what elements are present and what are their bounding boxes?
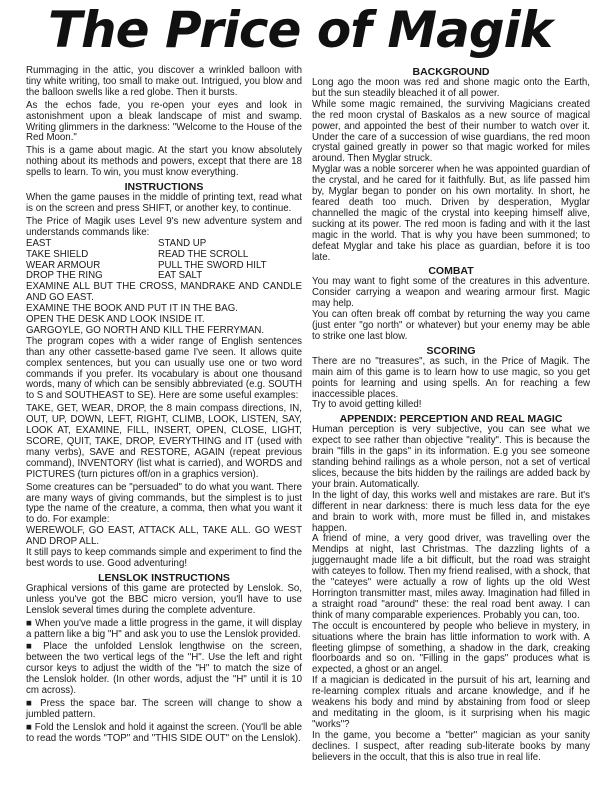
appendix-paragraph: In the light of day, this works well and mistakes are rare. But it's different in near darkness: there is much less data for the eye and brain to work with, more must be filled in, and mistakes happen.: [312, 489, 590, 534]
lenslok-bullet: ■ Fold the Lenslok and hold it against the screen. (You'll be able to read the words "TOP" and "THIS SIDE OUT" on the Lenslok).: [26, 723, 302, 745]
appendix-paragraph: Human perception is very subjective, you can see what we expect to see rather than objective "reality". This is because the brain "fills in the gaps" in its information. E.g you see someone standing behind railings as a whole person, not a set of vertical slices, because the bits hidden by the railings are added back by your brain. Automatically.: [312, 424, 590, 490]
sentence-example: EXAMINE THE BOOK AND PUT IT IN THE BAG.: [26, 303, 238, 315]
combat-paragraph: You can often break off combat by returning the way you came (just enter "go north" or whatever) but your enemy may be able to strike one last blow.: [312, 309, 590, 342]
instructions-paragraph: TAKE, GET, WEAR, DROP, the 8 main compass directions, IN, OUT, UP, DOWN, LEFT, RIGHT, CLIMB, LOOK, LISTEN, SAY, LOOK AT, EXAMINE, FILL, INSERT, OPEN, CLOSE, LIGHT, SCORE, QUIT, TAKE, DROP, EVERYTHING and IT (used with many verbs), SAVE and RESTORE, AGAIN (repeat previous command), INVENTORY (list what is carried), and WORDS and PICTURES (turn pictures off/on in a graphics version).: [26, 403, 302, 480]
left-column: [26, 66, 302, 747]
appendix-paragraph: If a magician is dedicated in the pursuit of his art, learning and re-learning complex rituals and arcane knowledge, and if he weakens his body and mind by abstaining from food or sleep and meditating in the gloom, is it surprising when his magic "works"?: [312, 675, 590, 730]
right-column: [312, 66, 590, 763]
command-example: DROP THE RING: [26, 270, 103, 282]
instructions-paragraph: The Price of Magik uses Level 9's new adventure system and understands commands like:: [26, 215, 302, 238]
instructions-paragraph: When the game pauses in the middle of printing text, read what is on the screen and press SHIFT, or another key, to continue.: [26, 192, 302, 214]
scoring-heading: SCORING: [426, 344, 476, 357]
command-example: WEAR ARMOUR: [26, 259, 101, 271]
sentence-example: OPEN THE DESK AND LOOK INSIDE IT.: [26, 314, 205, 326]
command-example: EAST: [26, 237, 52, 249]
command-examples-table: [26, 239, 302, 283]
background-paragraph: Myglar was a noble sorcerer when he was appointed guardian of the crystal, and he cared for it faithfully. But, as life passed him by, Myglar began to ponder on his own mortality. In short, he feared death too much. Driven by desperation, Myglar channelled the magic of the crystal into keeping himself alive, sucking at its power. The red moon is fading and with it the last magic in the world. That is why you have been summoned; to defeat Myglar and take his place as guardian, before it is too late.: [312, 164, 590, 263]
lenslok-heading: LENSLOK INSTRUCTIONS: [98, 571, 230, 584]
scoring-paragraph: There are no "treasures", as such, in the Price of Magik. The main aim of this game is to learn how to use magic, so you get points for learning and using spells. An for reaching a few inaccessible places.: [312, 355, 590, 400]
scoring-paragraph: Try to avoid getting killed!: [312, 399, 422, 411]
combat-heading: COMBAT: [428, 265, 474, 278]
background-heading: BACKGROUND: [412, 66, 490, 78]
command-example: EAT SALT: [158, 270, 203, 282]
appendix-heading: APPENDIX: PERCEPTION AND REAL MAGIC: [339, 413, 563, 426]
intro-paragraph: Rummaging in the attic, you discover a wrinkled balloon with tiny white writing, too small to make out. Intrigued, you blow and the balloon swells like a red globe. Then it bursts.: [26, 65, 302, 98]
lenslok-bullet: ■ Place the unfolded Lenslok lengthwise on the screen, between the two vertical legs of the "H". Use the left and right cursor keys to adjust the width of the "H" to match the size of the Lenslok holder. (In other words, adjust the "H" until it is 10 cm across).: [26, 642, 302, 697]
command-example: PULL THE SWORD HILT: [158, 259, 267, 271]
intro-paragraph: This is a game about magic. At the start you know absolutely nothing about its methods and powers, except that there are 18 spells to learn. To win, you must know everything.: [26, 145, 302, 179]
lenslok-bullet: ■ Press the space bar. The screen will change to show a jumbled pattern.: [26, 699, 302, 721]
instructions-heading: INSTRUCTIONS: [124, 181, 204, 194]
appendix-paragraph: A friend of mine, a very good driver, was travelling over the Mendips at night, last Christmas. The dazzling lights of a juggernaught made life a bit difficult, but the road was straight with cateyes to follow. Then my friend realised, with a shock, that the "cateyes" were actually a row of lights up the old West Horrington transmitter mast, miles away. Imagination had filled in a straight road "around" these: the real road bent away. I can think of many comparable experiences. Probably you can, too.: [312, 533, 590, 621]
appendix-paragraph: The occult is encountered by people who believe in mystery, in situations where the brain has little information to work with. A fleeting glimpse of something, a shadow in the dark, creaking floorboards and so on. "Filling in the gaps" produces what is expected, a ghost or an angel.: [312, 620, 590, 676]
intro-paragraph: As the echos fade, you re-open your eyes and look in astonishment upon a bleak landscape of mist and swamp. Writing glimmers in the darkness: "Welcome to the House of the Red Moon.": [26, 99, 302, 144]
instructions-paragraph: WEREWOLF, GO EAST, ATTACK ALL, TAKE ALL. GO WEST AND DROP ALL.: [26, 525, 302, 548]
command-example: TAKE SHIELD: [26, 248, 89, 260]
instructions-paragraph: Some creatures can be "persuaded" to do what you want. There are many ways of giving commands, but the simplest is to just type the name of the creature, a comma, then what you want it to do. For example:: [26, 481, 302, 526]
lenslok-bullet: ■ When you've made a little progress in the game, it will display a pattern like a big "H" and ask you to use the Lenslok provided.: [26, 619, 302, 641]
background-paragraph: Long ago the moon was red and shone magic onto the Earth, but the sun steadily bleached it of all power.: [312, 77, 590, 99]
sentence-example: EXAMINE ALL BUT THE CROSS, MANDRAKE AND CANDLE AND GO EAST.: [26, 281, 302, 304]
appendix-paragraph: In the game, you become a "better" magician as your sanity declines. I suspect, after reading sub-literate books by many believers in the occult, that this is also true in real life.: [312, 729, 590, 763]
instructions-paragraph: It still pays to keep commands simple and experiment to find the best words to use. Good adventuring!: [26, 547, 302, 569]
lenslok-paragraph: Graphical versions of this game are protected by Lenslok. So, unless you've got the BBC micro version, you'll have to use Lenslok several times during the complete adventure.: [26, 582, 302, 616]
instructions-paragraph: The program copes with a wider range of English sentences than any other cassette-based game I've seen. It allows quite complex sentences, but you can usually use one or two word commands if you prefer. Its vocabulary is about one thousand words, many of which can be sensibly abbreviated (e.g. SOUTH to S and SOUTHEAST to SE). Here are some useful examples:: [26, 335, 302, 402]
background-paragraph: While some magic remained, the surviving Magicians created the red moon crystal of Baskalos as a new source of magical power, and appointed the best of their number to watch over it. Under the care of a succession of wise guardians, the red moon crystal gained greatly in power so that magic worked for miles around. Then Myglar struck.: [312, 98, 590, 165]
command-example: STAND UP: [158, 237, 207, 249]
command-example: READ THE SCROLL: [158, 248, 249, 260]
page-title: The Price of Magik: [47, 1, 553, 59]
sentence-example: GARGOYLE, GO NORTH AND KILL THE FERRYMAN.: [26, 324, 265, 336]
combat-paragraph: You may want to fight some of the creatures in this adventure. Consider carrying a weapon and wearing armour first. Magic may help.: [312, 276, 590, 310]
